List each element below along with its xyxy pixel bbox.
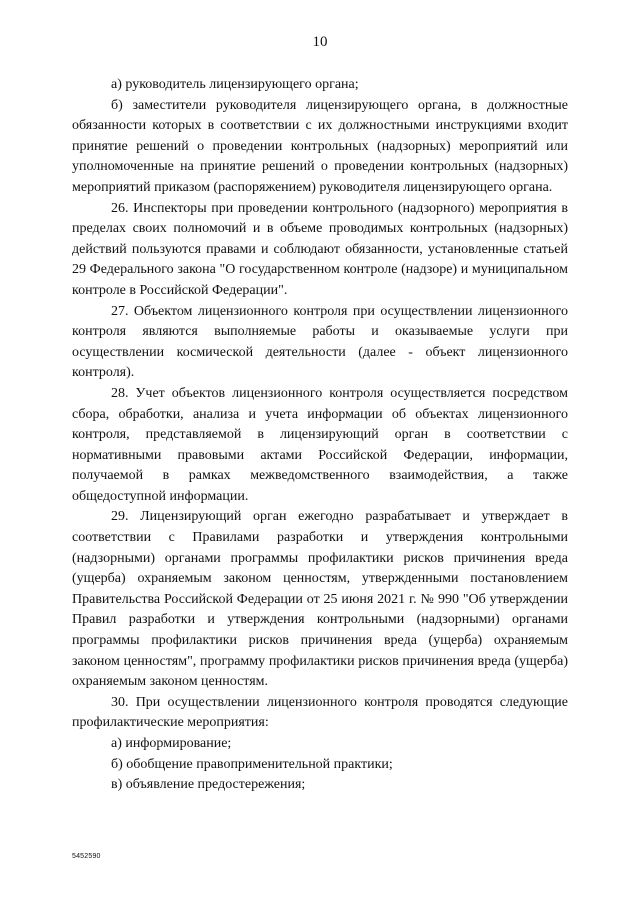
paragraph-item-b-deputies: б) заместители руководителя лицензирующего органа, в должностные обязанности которых в соответствии с их должностными инструкциями входит принятие решений о проведении контрольных (надзорных) мероприятий или уполномоченные на принятие решений о проведении контрольных (надзорных) мероприятий приказом (распоряжением) руководителя лицензирующего органа. — [72, 97, 568, 195]
page-number: 10 — [312, 34, 328, 50]
list-item-practice-summary: б) обобщение правоприменительной практики; — [111, 756, 393, 772]
paragraph-30-preventive-measures: 30. При осуществлении лицензионного контроля проводятся следующие профилактические мероприятия: — [72, 694, 568, 731]
paragraph-26-inspectors: 26. Инспекторы при проведении контрольного (надзорного) мероприятия в пределах своих полномочий и в объеме проводимых контрольных (надзорных) действий пользуются правами и соблюдают обязанности, установленные статьей 29 Федерального закона "О государственном контроле (надзоре) и муниципальном контроле в Российской Федерации". — [72, 200, 568, 298]
document-code: 5452590 — [72, 853, 101, 860]
list-item-warning: в) объявление предостережения; — [111, 777, 306, 793]
paragraph-27-control-object: 27. Объектом лицензионного контроля при осуществлении лицензионного контроля являются выполняемые работы и оказываемые услуги при осуществлении космической деятельности (далее - объект лицензионного контроля). — [72, 303, 568, 381]
paragraph-29-prevention-program: 29. Лицензирующий орган ежегодно разрабатывает и утверждает в соответствии с Правилами разработки и утверждения контрольными (надзорными) органами программы профилактики рисков причинения вреда (ущерба) охраняемым законом ценностям, утвержденными постановлением Правительства Российской Федерации от 25 июня 2021 г. № 990 "Об утверждении Правил разработки и утверждения контрольными (надзорными) органами программы профилактики рисков причинения вреда (ущерба) охраняемым законом ценностям", программу профилактики рисков причинения вреда (ущерба) охраняемым законом ценностям. — [72, 509, 568, 690]
paragraph-28-accounting: 28. Учет объектов лицензионного контроля осуществляется посредством сбора, обработки, анализа и учета информации об объектах лицензионного контроля, представляемой в лицензирующий орган в соответствии с нормативными правовыми актами Российской Федерации, информации, получаемой в рамках межведомственного взаимодействия, а также общедоступной информации. — [72, 385, 568, 504]
paragraph-item-a-head: а) руководитель лицензирующего органа; — [111, 77, 359, 92]
document-body — [72, 75, 568, 796]
list-item-informing: а) информирование; — [111, 736, 232, 751]
